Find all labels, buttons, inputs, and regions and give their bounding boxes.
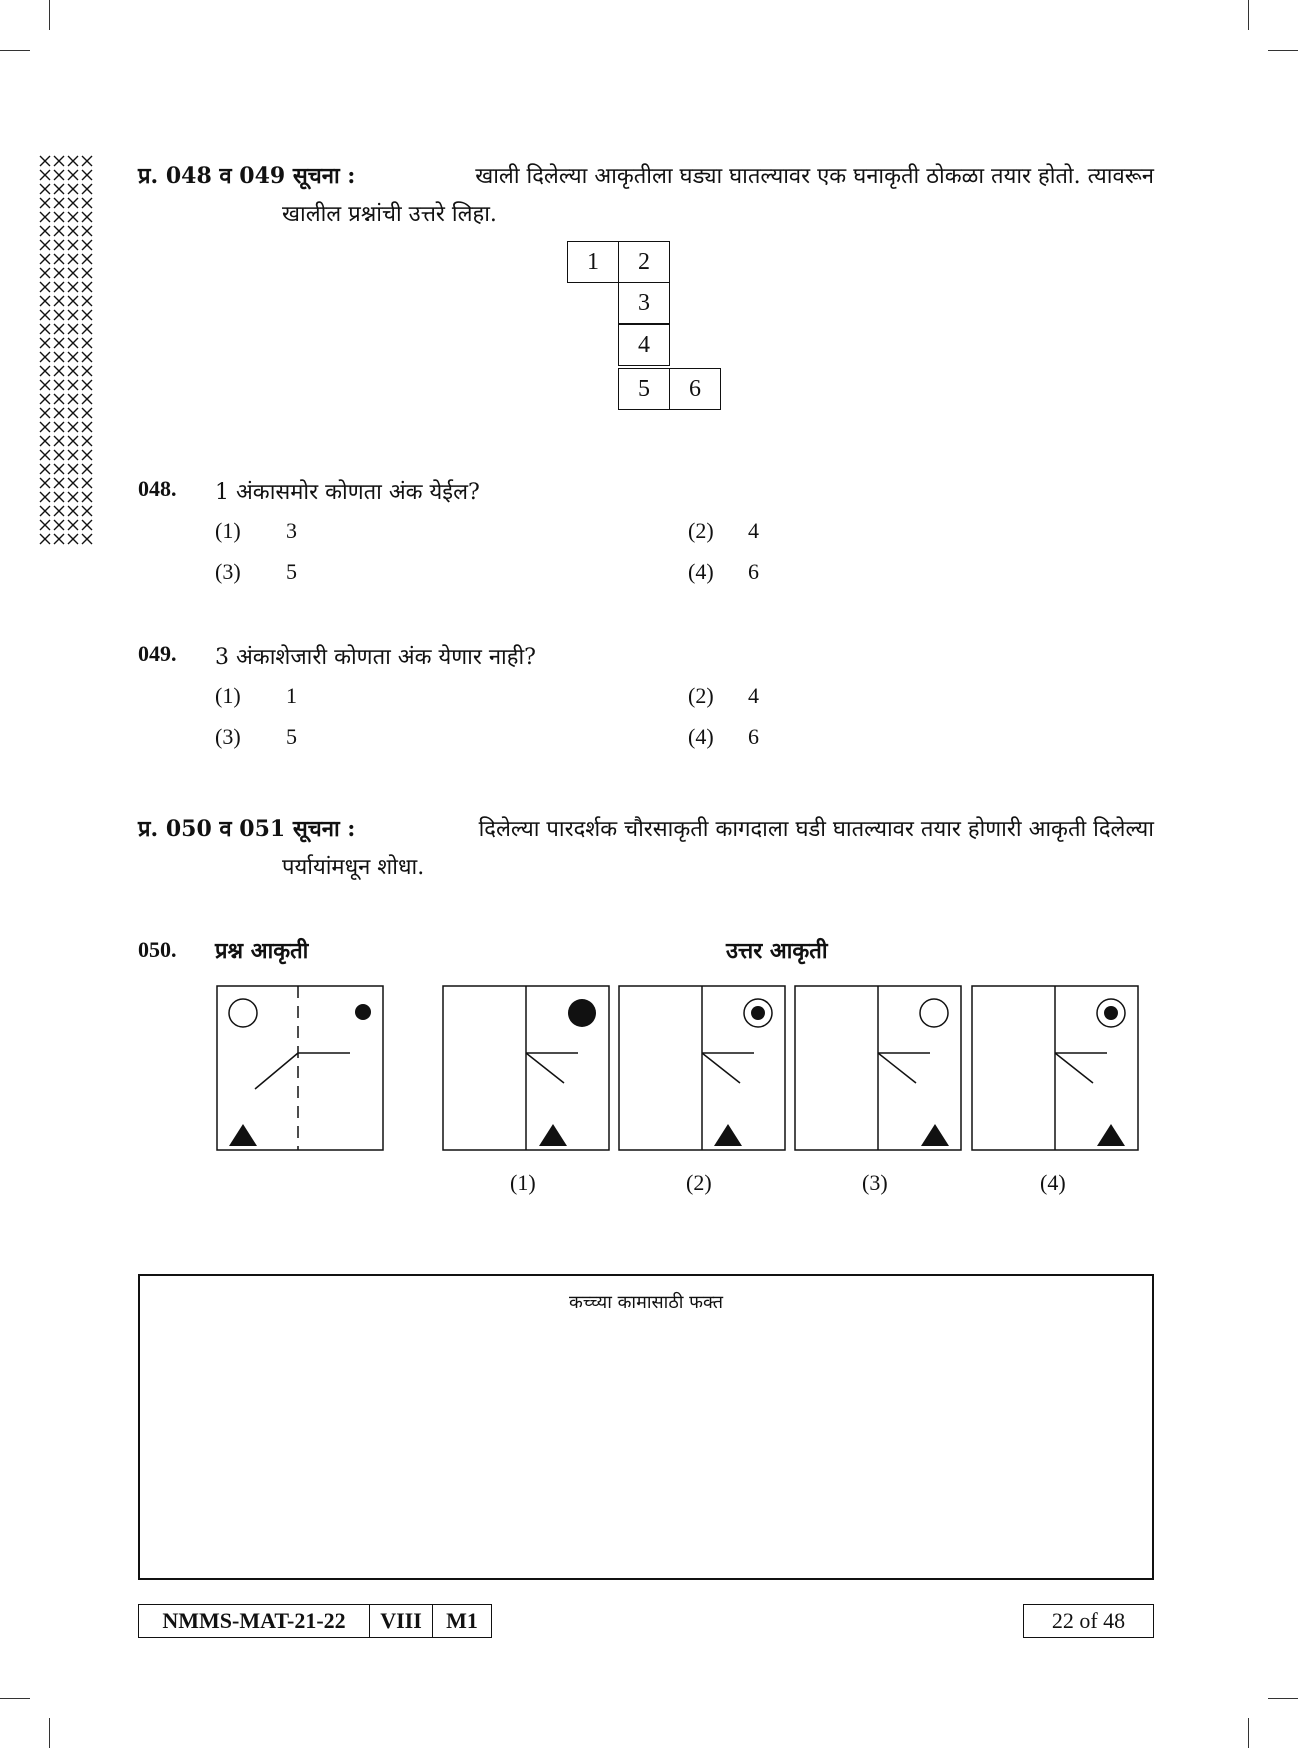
question-text: 3 अंकाशेजारी कोणता अंक येणार नाही? — [215, 645, 536, 670]
medium-code: M1 — [446, 1608, 478, 1633]
net-face-4: 4 — [618, 324, 670, 366]
exam-code: NMMS-MAT-21-22 — [139, 1605, 370, 1637]
answer-figure-2[interactable] — [618, 985, 786, 1151]
option-label: (2) — [688, 518, 714, 543]
option-value: 6 — [748, 559, 759, 584]
triangle-icon — [229, 1124, 257, 1146]
option-label: (3) — [215, 724, 241, 749]
answer-label-4: (4) — [1040, 1170, 1066, 1195]
answer-figure-3[interactable] — [794, 985, 962, 1151]
crop-mark — [1248, 1718, 1249, 1748]
page-number: 22 of 48 — [1051, 1608, 1126, 1633]
net-face-6: 6 — [669, 368, 721, 410]
net-face-3: 3 — [618, 282, 670, 324]
option-value: 5 — [286, 724, 297, 749]
triangle-icon — [714, 1124, 742, 1146]
answer-label-2: (2) — [686, 1170, 712, 1195]
net-face-2: 2 — [618, 241, 670, 283]
question-text: 1 अंकासमोर कोणता अंक येईल? — [215, 480, 480, 505]
answer-figure-4[interactable] — [971, 985, 1139, 1151]
rough-work-label: कच्च्या कामासाठी फक्त — [569, 1292, 723, 1313]
triangle-icon — [539, 1124, 567, 1146]
instructions-048-049 — [138, 160, 1154, 228]
option-label: (2) — [688, 683, 714, 708]
crop-mark — [49, 1718, 50, 1748]
option-value: 6 — [748, 724, 759, 749]
option-value: 5 — [286, 559, 297, 584]
option-value: 3 — [286, 518, 297, 543]
option-label: (1) — [215, 518, 241, 543]
question-number: 049. — [138, 641, 177, 666]
option-value: 1 — [286, 683, 297, 708]
question-number: 048. — [138, 476, 177, 501]
crop-mark — [0, 50, 30, 51]
option-label: (3) — [215, 559, 241, 584]
crop-mark — [0, 1698, 30, 1699]
hollow-circle-icon — [920, 999, 948, 1027]
crop-mark — [1268, 50, 1298, 51]
answer-label-3: (3) — [862, 1170, 888, 1195]
net-face-1: 1 — [567, 241, 619, 283]
page-number-box — [1023, 1604, 1154, 1638]
option-value: 4 — [748, 683, 759, 708]
answer-figure-1[interactable] — [442, 985, 610, 1151]
option-label: (4) — [688, 559, 714, 584]
instructions-line2: पर्यायांमधून शोधा. — [282, 855, 425, 880]
dot-icon — [355, 1004, 371, 1020]
option-label: (4) — [688, 724, 714, 749]
option-label: (1) — [215, 683, 241, 708]
instructions-line1: खाली दिलेल्या आकृतीला घड्या घातल्यावर एक घनाकृती ठोकळा तयार होतो. त्यावरून — [475, 164, 1154, 189]
answer-label-1: (1) — [510, 1170, 536, 1195]
question-figure — [216, 985, 384, 1151]
option-value: 4 — [748, 518, 759, 543]
instructions-label: प्र. 048 व 049 सूचना : — [138, 163, 356, 189]
class-code: VIII — [370, 1605, 433, 1637]
filled-circle-icon — [568, 999, 596, 1027]
triangle-icon — [1097, 1124, 1125, 1146]
margin-cross-pattern — [38, 154, 94, 546]
answer-figure-label: उत्तर आकृती — [726, 938, 828, 964]
net-face-5: 5 — [618, 368, 670, 410]
triangle-icon — [921, 1124, 949, 1146]
crop-mark — [1268, 1698, 1298, 1699]
footer-code-box — [138, 1604, 492, 1638]
instructions-line1: दिलेल्या पारदर्शक चौरसाकृती कागदाला घडी घातल्यावर तयार होणारी आकृती दिलेल्या — [478, 817, 1154, 842]
crop-mark — [1248, 0, 1249, 30]
question-number: 050. — [138, 937, 177, 962]
instructions-line2: खालील प्रश्नांची उत्तरे लिहा. — [282, 202, 497, 227]
rough-work-box — [138, 1274, 1154, 1580]
instructions-label: प्र. 050 व 051 सूचना : — [138, 816, 356, 842]
hollow-circle-icon — [229, 999, 257, 1027]
question-figure-label: प्रश्न आकृती — [215, 938, 309, 964]
instructions-050-051 — [138, 813, 1154, 881]
crop-mark — [49, 0, 50, 30]
